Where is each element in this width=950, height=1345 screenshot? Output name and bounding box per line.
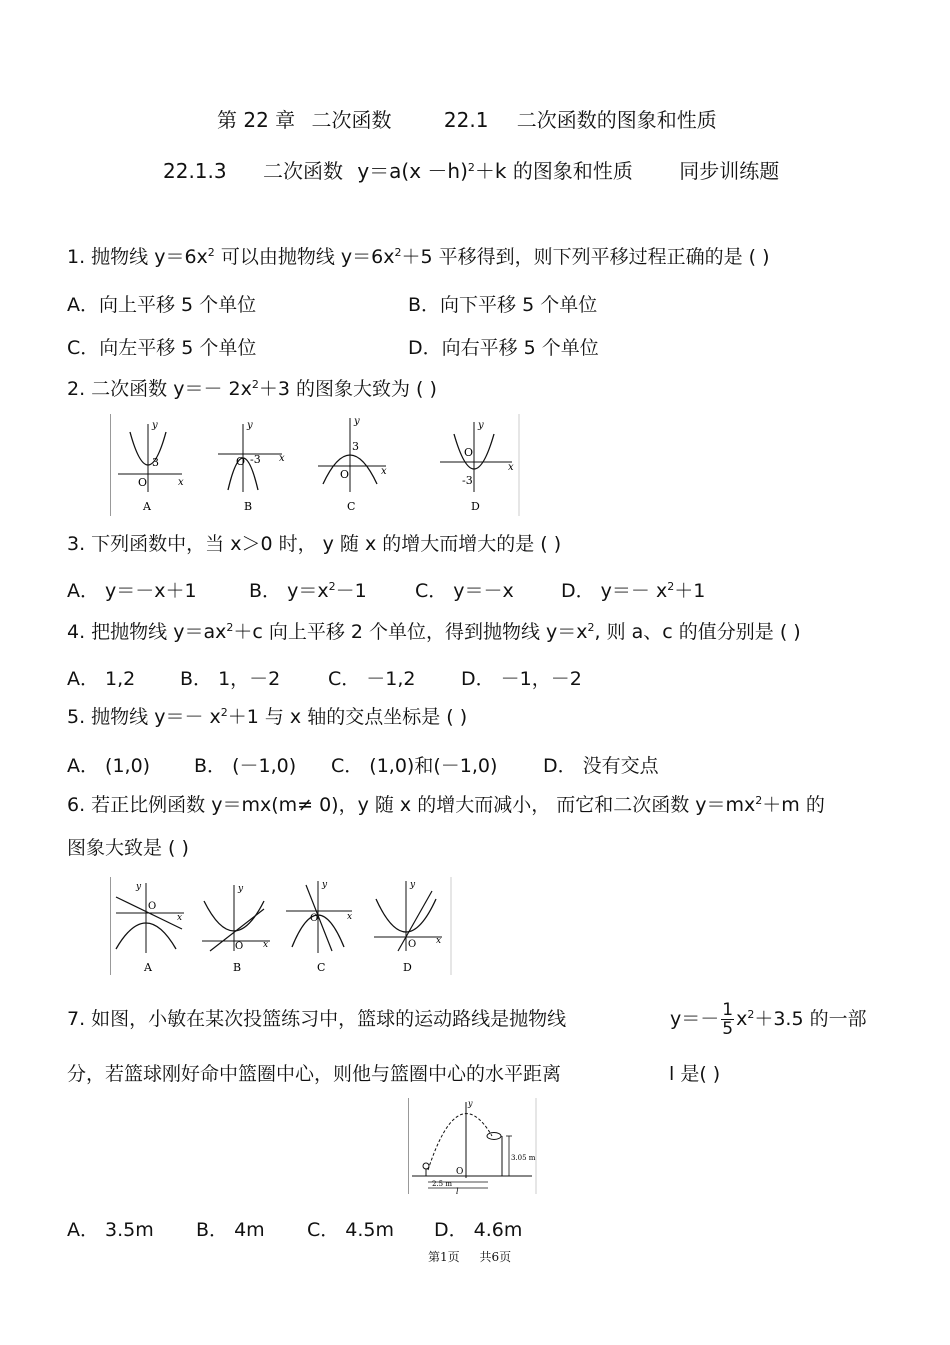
svg-text:l: l bbox=[456, 1187, 459, 1196]
svg-text:-3: -3 bbox=[250, 453, 261, 466]
svg-text:x: x bbox=[178, 477, 184, 488]
question-5-stem: 5. 抛物线 $y=- x^2+1$ 与 x 轴的交点坐标是 ( ) bbox=[67, 706, 468, 728]
question-7-formula: y＝－ $\frac{1}{5}$ $x^2+3.5$ 的一部 bbox=[670, 1000, 867, 1039]
chapter-title bbox=[217, 104, 717, 133]
svg-text:O: O bbox=[235, 941, 244, 952]
question-6-stem: 6. 若正比例函数 y＝mx(m≠ 0)，y 随 x 的增大而减小， 而它和二次函数 $y=mx^2+m$ 的 bbox=[67, 794, 825, 816]
section-name: 二次函数的图象和性质 bbox=[516, 108, 717, 132]
graph-6c bbox=[286, 880, 352, 974]
question-1-option-c: C．向左平移 5 个单位 bbox=[67, 337, 257, 359]
graph-6d-label: D bbox=[403, 961, 412, 974]
subsection-formula: $y=a(x -h)^2+k$ 的图象和性质 bbox=[357, 159, 633, 183]
graph-6a bbox=[116, 882, 184, 974]
question-4-option-a: A． 1,2 bbox=[67, 668, 136, 690]
question-7-option-d: D． 4.6m bbox=[434, 1219, 523, 1241]
svg-text:y: y bbox=[478, 420, 484, 431]
question-4-option-c: C． －1,2 bbox=[328, 668, 416, 690]
svg-text:O: O bbox=[310, 913, 319, 924]
subsection-title bbox=[163, 155, 779, 184]
graph-d-label: D bbox=[471, 500, 480, 513]
svg-text:x: x bbox=[279, 453, 285, 464]
graph-6b bbox=[202, 884, 270, 974]
question-3-option-a: A． y＝－x＋1 bbox=[67, 580, 197, 602]
svg-text:y: y bbox=[410, 880, 416, 890]
subsection-name: 二次函数 bbox=[262, 159, 343, 183]
graph-6c-label: C bbox=[317, 961, 326, 974]
svg-text:x: x bbox=[508, 462, 514, 473]
chapter-name: 二次函数 bbox=[311, 108, 392, 132]
question-1-option-d: D．向右平移 5 个单位 bbox=[408, 337, 599, 359]
svg-text:y: y bbox=[238, 884, 244, 894]
page-footer bbox=[428, 1248, 511, 1265]
question-7-stem-l: l 是( ) bbox=[669, 1063, 721, 1085]
graph-c bbox=[318, 416, 387, 513]
question-7-option-c: C． 4.5m bbox=[307, 1219, 395, 1241]
question-3-option-c: C． y＝－x bbox=[415, 580, 514, 602]
svg-text:-3: -3 bbox=[462, 474, 473, 487]
question-3-option-d: D． $y=- x^2+1$ bbox=[561, 580, 706, 602]
question-6-figure bbox=[110, 877, 452, 977]
page-number: 第1页 bbox=[428, 1250, 460, 1264]
question-5-option-b: B． (－1,0) bbox=[194, 755, 297, 777]
svg-text:O: O bbox=[456, 1167, 464, 1177]
svg-text:O: O bbox=[408, 939, 417, 950]
question-7-option-b: B． 4m bbox=[196, 1219, 265, 1241]
fraction: $\frac{1}{5}$ bbox=[722, 1000, 734, 1039]
graph-6b-label: B bbox=[233, 961, 242, 974]
question-1-option-a: A．向上平移 5 个单位 bbox=[67, 294, 257, 316]
svg-text:x: x bbox=[347, 912, 353, 922]
svg-text:3: 3 bbox=[152, 456, 159, 469]
question-1-option-b: B．向下平移 5 个单位 bbox=[408, 294, 598, 316]
svg-text:y: y bbox=[136, 882, 142, 892]
question-2-figure bbox=[110, 414, 520, 516]
svg-text:x: x bbox=[263, 940, 269, 950]
question-7-stem-line-2: 分，若篮球刚好命中篮圈中心，则他与篮圈中心的水平距离 bbox=[67, 1063, 562, 1085]
graph-b-label: B bbox=[244, 500, 253, 513]
question-1-stem: 1. 抛物线 $y=6x^2$ 可以由抛物线 $y=6x^2+5$ 平移得到，则下列平移过程正确的是 ( ) bbox=[67, 246, 770, 268]
question-4-stem: 4. 把抛物线 $y=ax^2+c$ 向上平移 2 个单位，得到抛物线 $y=x^2$, 则 a、c 的值分别是 ( ) bbox=[67, 621, 801, 643]
svg-text:y: y bbox=[247, 420, 253, 431]
graph-a bbox=[118, 420, 184, 513]
graph-c-label: C bbox=[347, 500, 356, 513]
question-5-option-a: A． (1,0) bbox=[67, 755, 151, 777]
question-4-option-d: D． －1，－2 bbox=[461, 668, 582, 690]
svg-text:y: y bbox=[468, 1099, 473, 1108]
graph-a-label: A bbox=[143, 500, 151, 513]
section-number: 22.1 bbox=[443, 108, 489, 132]
svg-text:3: 3 bbox=[352, 440, 359, 453]
svg-text:y: y bbox=[152, 420, 158, 431]
question-5-option-c: C． (1,0)和(－1,0) bbox=[331, 755, 498, 777]
question-6-stem-line-2: 图象大致是 ( ) bbox=[67, 837, 189, 859]
svg-text:O: O bbox=[138, 476, 148, 489]
question-7-figure bbox=[408, 1098, 538, 1196]
question-3-stem: 3. 下列函数中，当 x＞0 时， y 随 x 的增大而增大的是 ( ) bbox=[67, 533, 562, 555]
graph-d bbox=[440, 420, 514, 513]
chapter-label: 第 22 章 bbox=[217, 108, 296, 132]
svg-text:2.5 m: 2.5 m bbox=[432, 1180, 452, 1188]
svg-text:O: O bbox=[148, 901, 157, 912]
page-total: 共6页 bbox=[479, 1250, 512, 1264]
svg-text:y: y bbox=[322, 880, 328, 890]
question-7-stem: 7. 如图，小敏在某次投篮练习中，篮球的运动路线是抛物线 bbox=[67, 1008, 567, 1030]
graph-6d bbox=[374, 880, 442, 974]
question-4-option-b: B． 1，－2 bbox=[180, 668, 281, 690]
svg-text:3.05 m: 3.05 m bbox=[511, 1154, 536, 1162]
svg-text:x: x bbox=[436, 936, 442, 946]
question-2-stem: 2. 二次函数 $y=- 2x^2+3$ 的图象大致为 ( ) bbox=[67, 378, 437, 400]
svg-text:O: O bbox=[464, 446, 474, 459]
question-3-option-b: B． $y=x^2-1$ bbox=[249, 580, 367, 602]
subsection-number: 22.1.3 bbox=[163, 159, 227, 183]
svg-text:O: O bbox=[340, 468, 350, 481]
svg-text:y: y bbox=[354, 416, 360, 427]
question-7-option-a: A． 3.5m bbox=[67, 1219, 154, 1241]
graph-b bbox=[218, 420, 285, 513]
svg-text:x: x bbox=[381, 466, 387, 477]
svg-text:x: x bbox=[177, 913, 183, 923]
svg-text:O: O bbox=[236, 455, 246, 468]
graph-6a-label: A bbox=[144, 961, 152, 974]
question-5-option-d: D． 没有交点 bbox=[543, 755, 659, 777]
subsection-tail: 同步训练题 bbox=[679, 159, 780, 183]
